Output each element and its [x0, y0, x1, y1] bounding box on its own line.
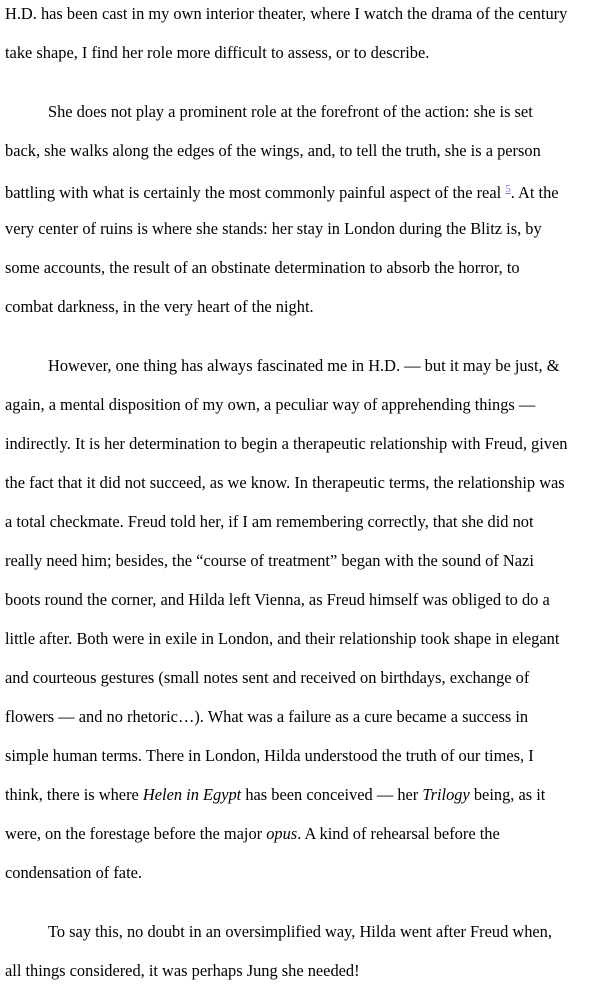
text-line: [5, 619, 598, 658]
paragraph: [5, 0, 598, 72]
text-segment: all things considered, it was perhaps Jung she needed!: [5, 961, 360, 980]
text-line: [5, 580, 598, 619]
text-line: [5, 912, 598, 951]
paragraph: [5, 92, 598, 326]
text-segment: H.D. has been cast in my own interior theater, where I watch the drama of the century: [5, 4, 568, 23]
text-line: [5, 775, 598, 814]
text-segment: flowers — and no rhetoric…). What was a failure as a cure became a success in: [5, 707, 529, 726]
text-segment: again, a mental disposition of my own, a peculiar way of apprehending things —: [5, 395, 536, 414]
text-segment: were, on the forestage before the major: [5, 824, 267, 843]
text-line: [5, 0, 598, 33]
text-segment: take shape, I find her role more difficult to assess, or to describe.: [5, 43, 430, 62]
text-line: [5, 209, 598, 248]
italic-text: Helen in Egypt: [142, 785, 242, 804]
text-segment: a total checkmate. Freud told her, if I am remembering correctly, that she did not: [5, 512, 534, 531]
footnote-link-5[interactable]: 5: [505, 183, 511, 195]
text-segment: combat darkness, in the very heart of the night.: [5, 297, 314, 316]
text-line: [5, 502, 598, 541]
text-segment: condensation of fate.: [5, 863, 142, 882]
text-line: [5, 131, 598, 170]
text-line: [5, 853, 598, 892]
text-segment: think, there is where: [5, 785, 143, 804]
text-segment: She does not play a prominent role at the forefront of the action: she is set: [48, 102, 533, 121]
text-segment: being, as it: [469, 785, 546, 804]
italic-text: opus: [266, 824, 298, 843]
text-line: [5, 248, 598, 287]
text-segment: . A kind of rehearsal before the: [297, 824, 500, 843]
text-line: [5, 385, 598, 424]
text-line: [5, 346, 598, 385]
text-line: [5, 658, 598, 697]
paragraph: [5, 346, 598, 892]
text-segment: some accounts, the result of an obstinate determination to absorb the horror, to: [5, 258, 520, 277]
text-line: [5, 170, 598, 209]
text-line: [5, 814, 598, 853]
text-segment: However, one thing has always fascinated me in H.D. — but it may be just, &: [48, 356, 560, 375]
text-segment: little after. Both were in exile in London, and their relationship took shape in elegant: [5, 629, 560, 648]
text-segment: and courteous gestures (small notes sent and received on birthdays, exchange of: [5, 668, 530, 687]
text-segment: indirectly. It is her determination to begin a therapeutic relationship with Freud, given: [5, 434, 568, 453]
text-line: [5, 287, 598, 326]
italic-text: Trilogy: [422, 785, 470, 804]
text-line: [5, 424, 598, 463]
text-segment: back, she walks along the edges of the wings, and, to tell the truth, she is a person: [5, 141, 541, 160]
text-segment: boots round the corner, and Hilda left Vienna, as Freud himself was obliged to do a: [5, 590, 550, 609]
text-segment: very center of ruins is where she stands: her stay in London during the Blitz is, by: [5, 219, 542, 238]
paragraph: [5, 912, 598, 990]
document-body: [5, 0, 598, 990]
text-segment: really need him; besides, the “course of treatment” began with the sound of Nazi: [5, 551, 534, 570]
text-line: [5, 736, 598, 775]
text-line: [5, 463, 598, 502]
text-line: [5, 951, 598, 990]
text-segment: To say this, no doubt in an oversimplified way, Hilda went after Freud when,: [48, 922, 552, 941]
text-line: [5, 541, 598, 580]
text-line: [5, 92, 598, 131]
text-line: [5, 697, 598, 736]
text-segment: simple human terms. There in London, Hilda understood the truth of our times, I: [5, 746, 534, 765]
text-segment: battling with what is certainly the most commonly painful aspect of the real: [5, 183, 506, 202]
text-segment: the fact that it did not succeed, as we know. In therapeutic terms, the relationship was: [5, 473, 565, 492]
text-line: [5, 33, 598, 72]
text-segment: has been conceived — her: [241, 785, 423, 804]
text-segment: . At the: [510, 183, 559, 202]
